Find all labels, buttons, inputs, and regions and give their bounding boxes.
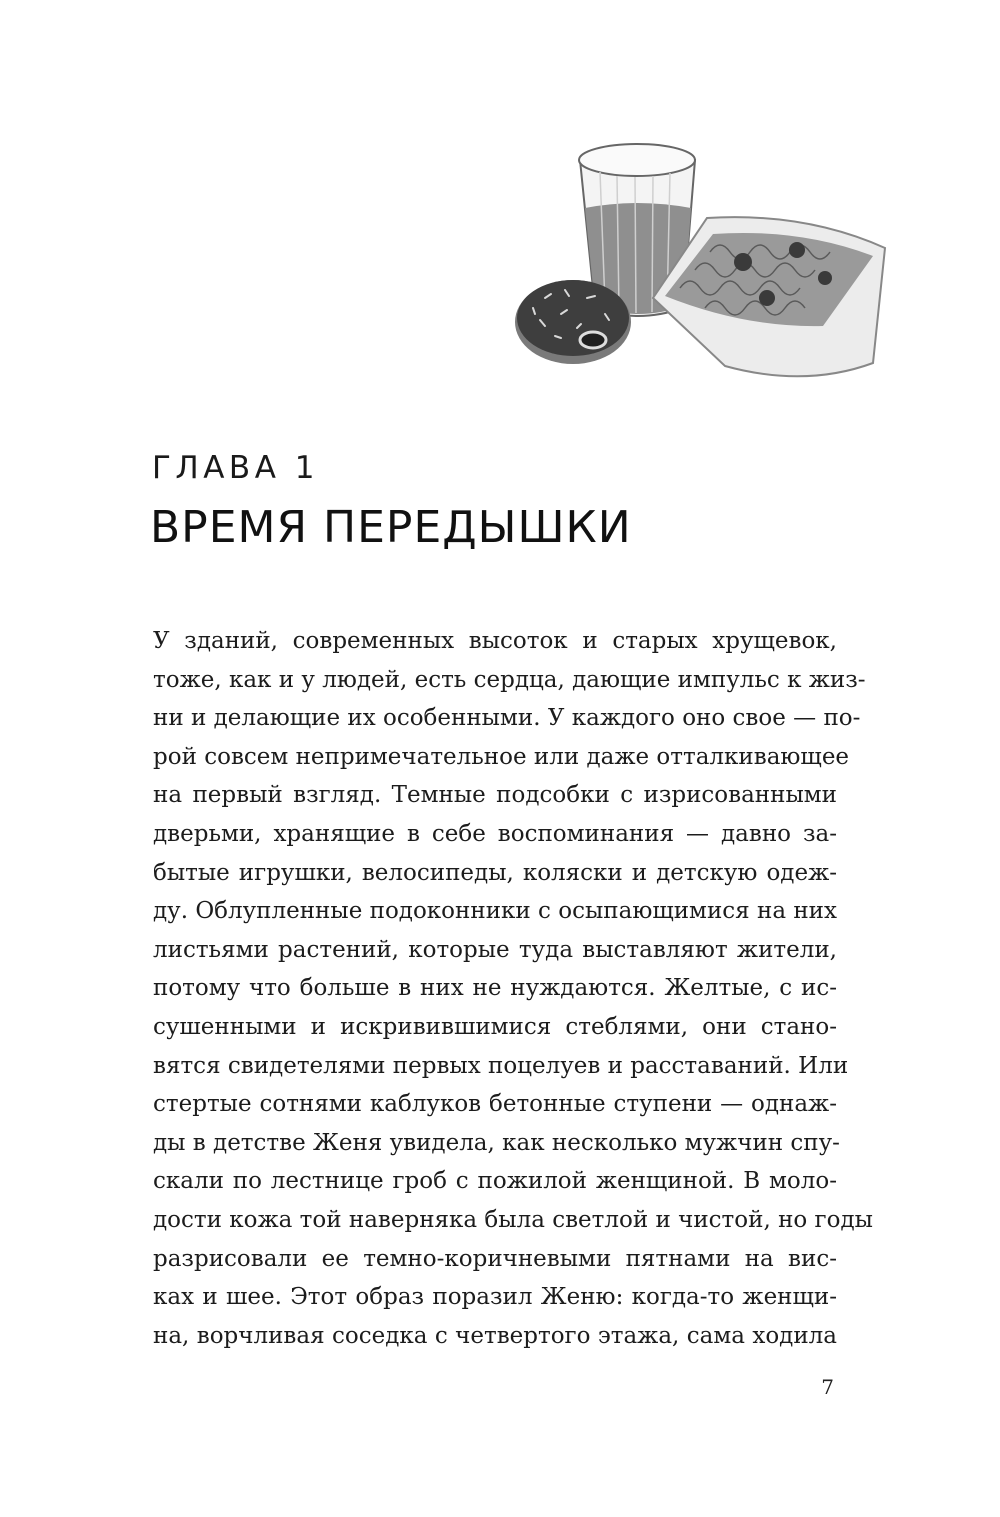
text-line: тоже, как и у людей, есть сердца, дающие импульс к жиз- — [153, 666, 866, 693]
text-line: У зданий, современных высоток и старых хрущевок, — [153, 628, 837, 654]
food-illustration — [505, 138, 895, 398]
text-line: ни и делающие их особенными. У каждого оно свое — по- — [153, 705, 861, 732]
text-line: на, ворчливая соседка с четвертого этажа, сама ходила — [153, 1322, 837, 1349]
text-line: стертые сотнями каблуков бетонные ступени — однаж- — [153, 1091, 837, 1118]
text-line: дости кожа той наверняка была светлой и чистой, но годы — [153, 1206, 873, 1233]
text-line: потому что больше в них не нуждаются. Желтые, с ис- — [153, 975, 837, 1002]
chapter-label: ГЛАВА 1 — [152, 450, 319, 486]
chapter-title: ВРЕМЯ ПЕРЕДЫШКИ — [150, 502, 632, 553]
text-line: бытые игрушки, велосипеды, коляски и детскую одеж- — [153, 859, 837, 886]
text-line: скали по лестнице гроб с пожилой женщиной. В моло- — [153, 1168, 837, 1195]
donut-icon — [515, 280, 631, 364]
text-line: на первый взгляд. Темные подсобки с изрисованными — [153, 782, 837, 809]
text-line: рой совсем непримечательное или даже отталкивающее — [153, 743, 850, 770]
text-line: вятся свидетелями первых поцелуев и расставаний. Или — [153, 1052, 849, 1079]
page-number: 7 — [821, 1375, 834, 1399]
text-line: листьями растений, которые туда выставляют жители, — [153, 936, 837, 963]
text-line: дверьми, хранящие в себе воспоминания — давно за- — [153, 820, 837, 847]
text-line: ках и шее. Этот образ поразил Женю: когда-то женщи- — [153, 1284, 837, 1311]
text-line: ду. Облупленные подоконники с осыпающимися на них — [153, 898, 837, 925]
text-line: разрисовали ее темно-коричневыми пятнами на вис- — [153, 1245, 837, 1272]
text-line: ды в детстве Женя увидела, как несколько мужчин спу- — [153, 1129, 840, 1156]
text-line: сушенными и искривившимися стеблями, они стано- — [153, 1013, 837, 1040]
body-text — [153, 622, 873, 1355]
